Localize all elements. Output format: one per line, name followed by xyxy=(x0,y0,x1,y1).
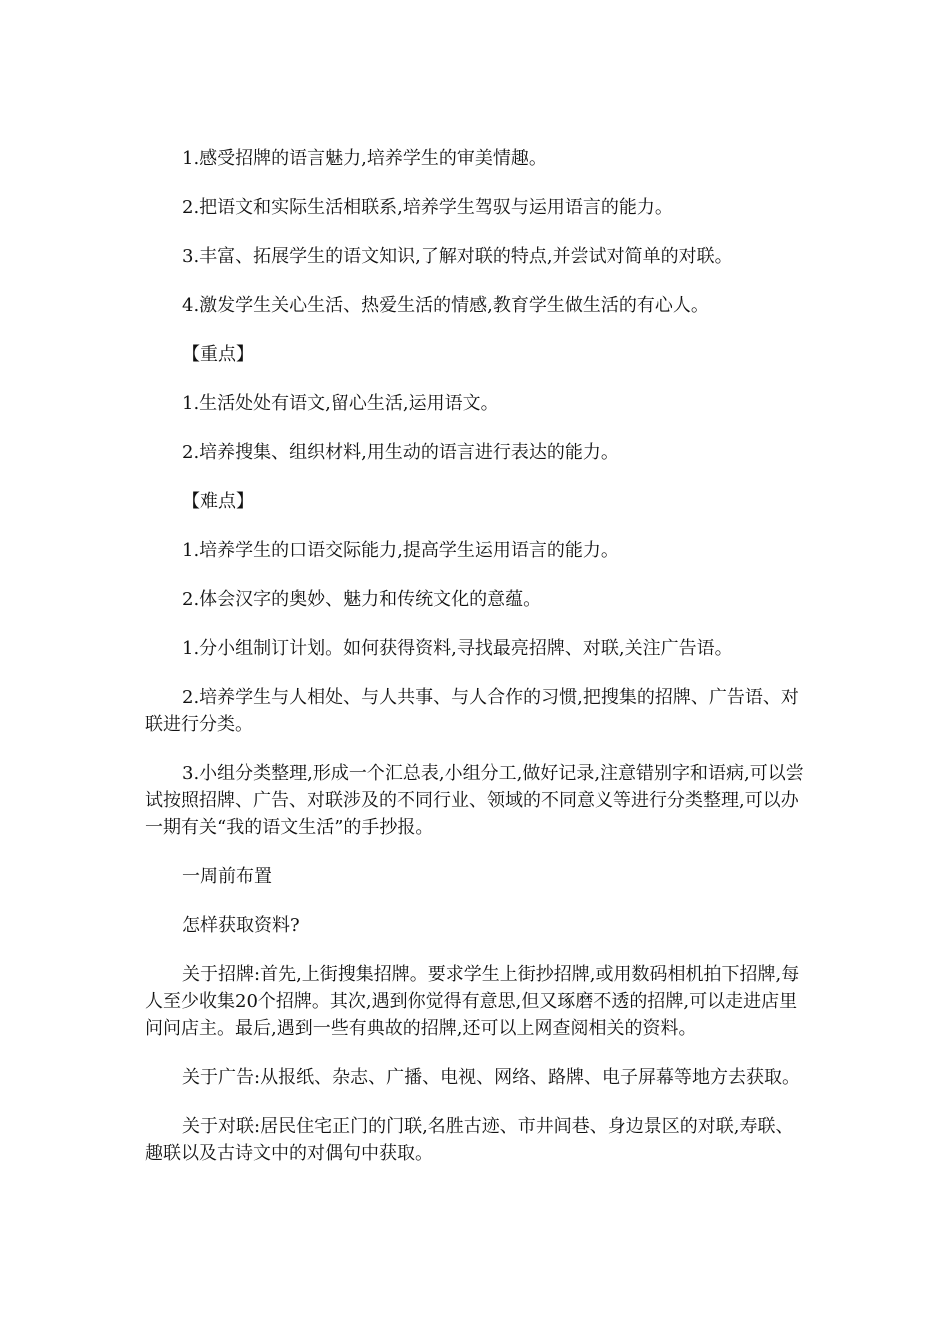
paragraph-assignment: 一周前布置 xyxy=(182,866,272,887)
paragraph-plan-1: 1.分小组制订计划。如何获得资料,寻找最亮招牌、对联,关注广告语。 xyxy=(182,638,733,659)
paragraph-key-point-2: 2.培养搜集、组织材料,用生动的语言进行表达的能力。 xyxy=(182,442,619,463)
paragraph-key-point-1: 1.生活处处有语文,留心生活,运用语文。 xyxy=(182,393,499,414)
paragraph-goal-1: 1.感受招牌的语言魅力,培养学生的审美情趣。 xyxy=(182,148,547,169)
paragraph-goal-2: 2.把语文和实际生活相联系,培养学生驾驭与运用语言的能力。 xyxy=(182,197,673,218)
paragraph-advertisements: 关于广告:从报纸、杂志、广播、电视、网络、路牌、电子屏幕等地方去获取。 xyxy=(182,1067,801,1088)
paragraph-difficulty-1: 1.培养学生的口语交际能力,提高学生运用语言的能力。 xyxy=(182,540,619,561)
document-body xyxy=(145,145,809,1189)
paragraph-plan-3: 3.小组分类整理,形成一个汇总表,小组分工,做好记录,注意错别字和语病,可以尝试按照招牌、广告、对联涉及的不同行业、领域的不同意义等进行分类整理,可以办一期有关“我的语文生活”的手抄报。 xyxy=(145,763,804,838)
paragraph-signboards: 关于招牌:首先,上街搜集招牌。要求学生上街抄招牌,或用数码相机拍下招牌,每人至少收集20个招牌。其次,遇到你觉得有意思,但又琢磨不透的招牌,可以走进店里问问店主。最后,遇到一些有典故的招牌,还可以上网查阅相关的资料。 xyxy=(145,964,800,1039)
heading-key-points: 【重点】 xyxy=(182,344,254,365)
paragraph-question: 怎样获取资料? xyxy=(182,915,300,936)
paragraph-plan-2: 2.培养学生与人相处、与人共事、与人合作的习惯,把搜集的招牌、广告语、对联进行分类。 xyxy=(145,687,799,735)
paragraph-goal-4: 4.激发学生关心生活、热爱生活的情感,教育学生做生活的有心人。 xyxy=(182,295,709,316)
heading-difficulties: 【难点】 xyxy=(182,491,254,512)
paragraph-difficulty-2: 2.体会汉字的奥妙、魅力和传统文化的意蕴。 xyxy=(182,589,542,610)
paragraph-goal-3: 3.丰富、拓展学生的语文知识,了解对联的特点,并尝试对简单的对联。 xyxy=(182,246,733,267)
paragraph-couplets: 关于对联:居民住宅正门的门联,名胜古迹、市井闾巷、身边景区的对联,寿联、趣联以及古诗文中的对偶句中获取。 xyxy=(145,1116,794,1164)
